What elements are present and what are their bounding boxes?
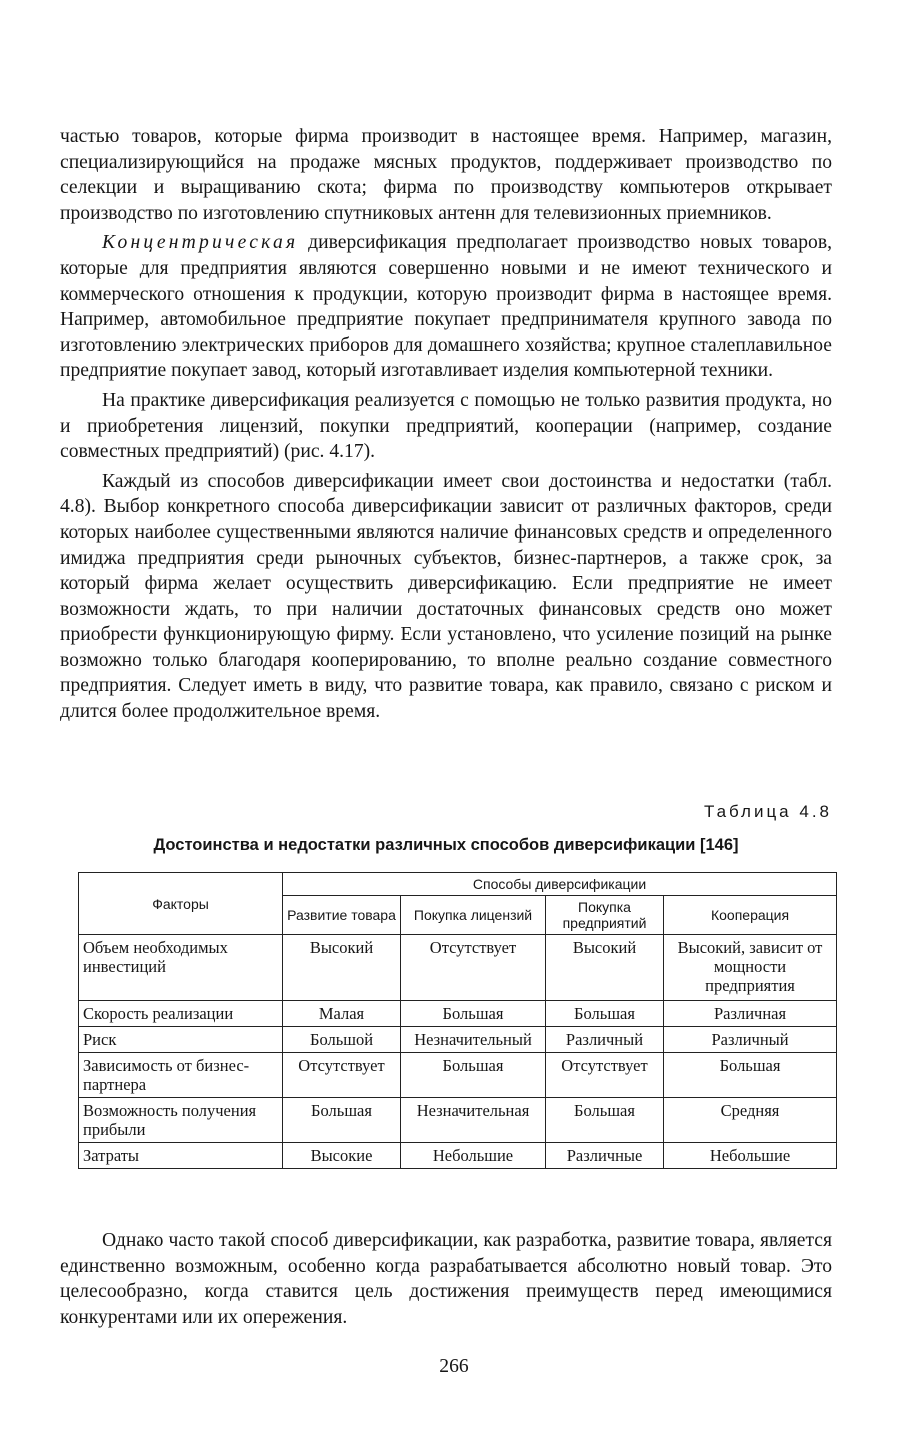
- value-cell: Высокий: [546, 935, 664, 1001]
- value-cell: Высокий, зависит от мощности предприятия: [664, 935, 837, 1001]
- value-cell: Высокие: [283, 1143, 401, 1169]
- value-cell: Различные: [546, 1143, 664, 1169]
- paragraph: На практике диверсификация реализуется с помощью не только развития продукта, но и приобретения лицензий, покупки предприятий, кооперации (например, создание совместных предприятий) (рис. 4.17).: [60, 389, 832, 463]
- value-cell: Большая: [546, 1098, 664, 1143]
- paragraph: частью товаров, которые фирма производит в настоящее время. Например, магазин, специализирующийся на продаже мясных продуктов, поддерживает производство по селекции и выращиванию скота; фирма по производству компьютеров открывает производство по изготовлению спутниковых антенн для телевизионных приемников.: [60, 126, 832, 224]
- value-cell: Отсутствует: [283, 1053, 401, 1098]
- table-row: [79, 1053, 837, 1098]
- diversification-table: [78, 872, 837, 1169]
- closing-paragraph: Однако часто такой способ диверсификации, как разработка, развитие товара, является единственно возможным, особенно когда разрабатывается абсолютно новый товар. Это целесообразно, когда ставится цель достижения преимуществ перед имеющимися конкурентами или их опережения.: [60, 1230, 832, 1328]
- body-text: [60, 124, 832, 725]
- value-cell: Незначительный: [401, 1027, 546, 1053]
- value-cell: Небольшие: [401, 1143, 546, 1169]
- column-header: Покупка предприятий: [546, 896, 664, 935]
- value-cell: Отсутствует: [401, 935, 546, 1001]
- table-row: [79, 1027, 837, 1053]
- factor-cell: Зависимость от бизнес-партнера: [79, 1053, 283, 1098]
- value-cell: Средняя: [664, 1098, 837, 1143]
- column-header: Развитие товара: [283, 896, 401, 935]
- table-row: [79, 1143, 837, 1169]
- value-cell: Отсутствует: [546, 1053, 664, 1098]
- value-cell: Различная: [664, 1001, 837, 1027]
- page-number: 266: [439, 1356, 469, 1377]
- value-cell: Большая: [401, 1001, 546, 1027]
- value-cell: Высокий: [283, 935, 401, 1001]
- factor-cell: Объем необходимых инвестиций: [79, 935, 283, 1001]
- factor-cell: Скорость реализации: [79, 1001, 283, 1027]
- value-cell: Различный: [664, 1027, 837, 1053]
- table-row: [79, 1098, 837, 1143]
- value-cell: Незначительная: [401, 1098, 546, 1143]
- paragraph: Каждый из способов диверсификации имеет свои достоинства и недостатки (табл. 4.8). Выбор конкретного способа диверсификации зависит от различных факторов, среди которых наиболее существенными являются наличие финансовых средств и определенного имиджа предприятия среди рыночных субъектов, бизнес-партнеров, а также срок, за который фирма желает осуществить диверсификацию. Если предприятие не имеет возможности ждать, то при наличии достаточных финансовых средств оно может приобрести функционирующую фирму. Если установлено, что усиление позиций на рынке возможно только благодаря кооперированию, то вполне реально создание совместного предприятия. Следует иметь в виду, что развитие товара, как правило, связано с риском и длится более продолжительное время.: [60, 470, 832, 723]
- paragraph: Концентрическая диверсификация предполагает производство новых товаров, которые для предприятия являются совершенно новыми и не имеют технического и коммерческого отношения к продукции, которую производит фирма в настоящее время. Например, автомобильное предприятие покупает предпринимателя крупного завода по изготовлению электрических приборов для домашнего хозяйства; крупное сталеплавильное предприятие покупает завод, который изготавливает изделия компьютерной техники.: [60, 232, 832, 382]
- table-label: Таблица 4.8: [703, 802, 832, 821]
- value-cell: Различный: [546, 1027, 664, 1053]
- value-cell: Большая: [664, 1053, 837, 1098]
- value-cell: Малая: [283, 1001, 401, 1027]
- column-header: Кооперация: [664, 896, 837, 935]
- factor-cell: Возможность получения прибыли: [79, 1098, 283, 1143]
- factors-header: Факторы: [79, 873, 283, 935]
- factor-cell: Затраты: [79, 1143, 283, 1169]
- table-row: [79, 935, 837, 1001]
- value-cell: Большая: [283, 1098, 401, 1143]
- table-row: [79, 1001, 837, 1027]
- value-cell: Большая: [546, 1001, 664, 1027]
- table-title: Достоинства и недостатки различных способов диверсификации [146]: [153, 836, 739, 854]
- value-cell: Небольшие: [664, 1143, 837, 1169]
- value-cell: Большой: [283, 1027, 401, 1053]
- methods-header: Способы диверсификации: [283, 873, 837, 896]
- value-cell: Большая: [401, 1053, 546, 1098]
- emphasized-term: Концентрическая: [102, 232, 299, 254]
- column-header: Покупка лицензий: [401, 896, 546, 935]
- factor-cell: Риск: [79, 1027, 283, 1053]
